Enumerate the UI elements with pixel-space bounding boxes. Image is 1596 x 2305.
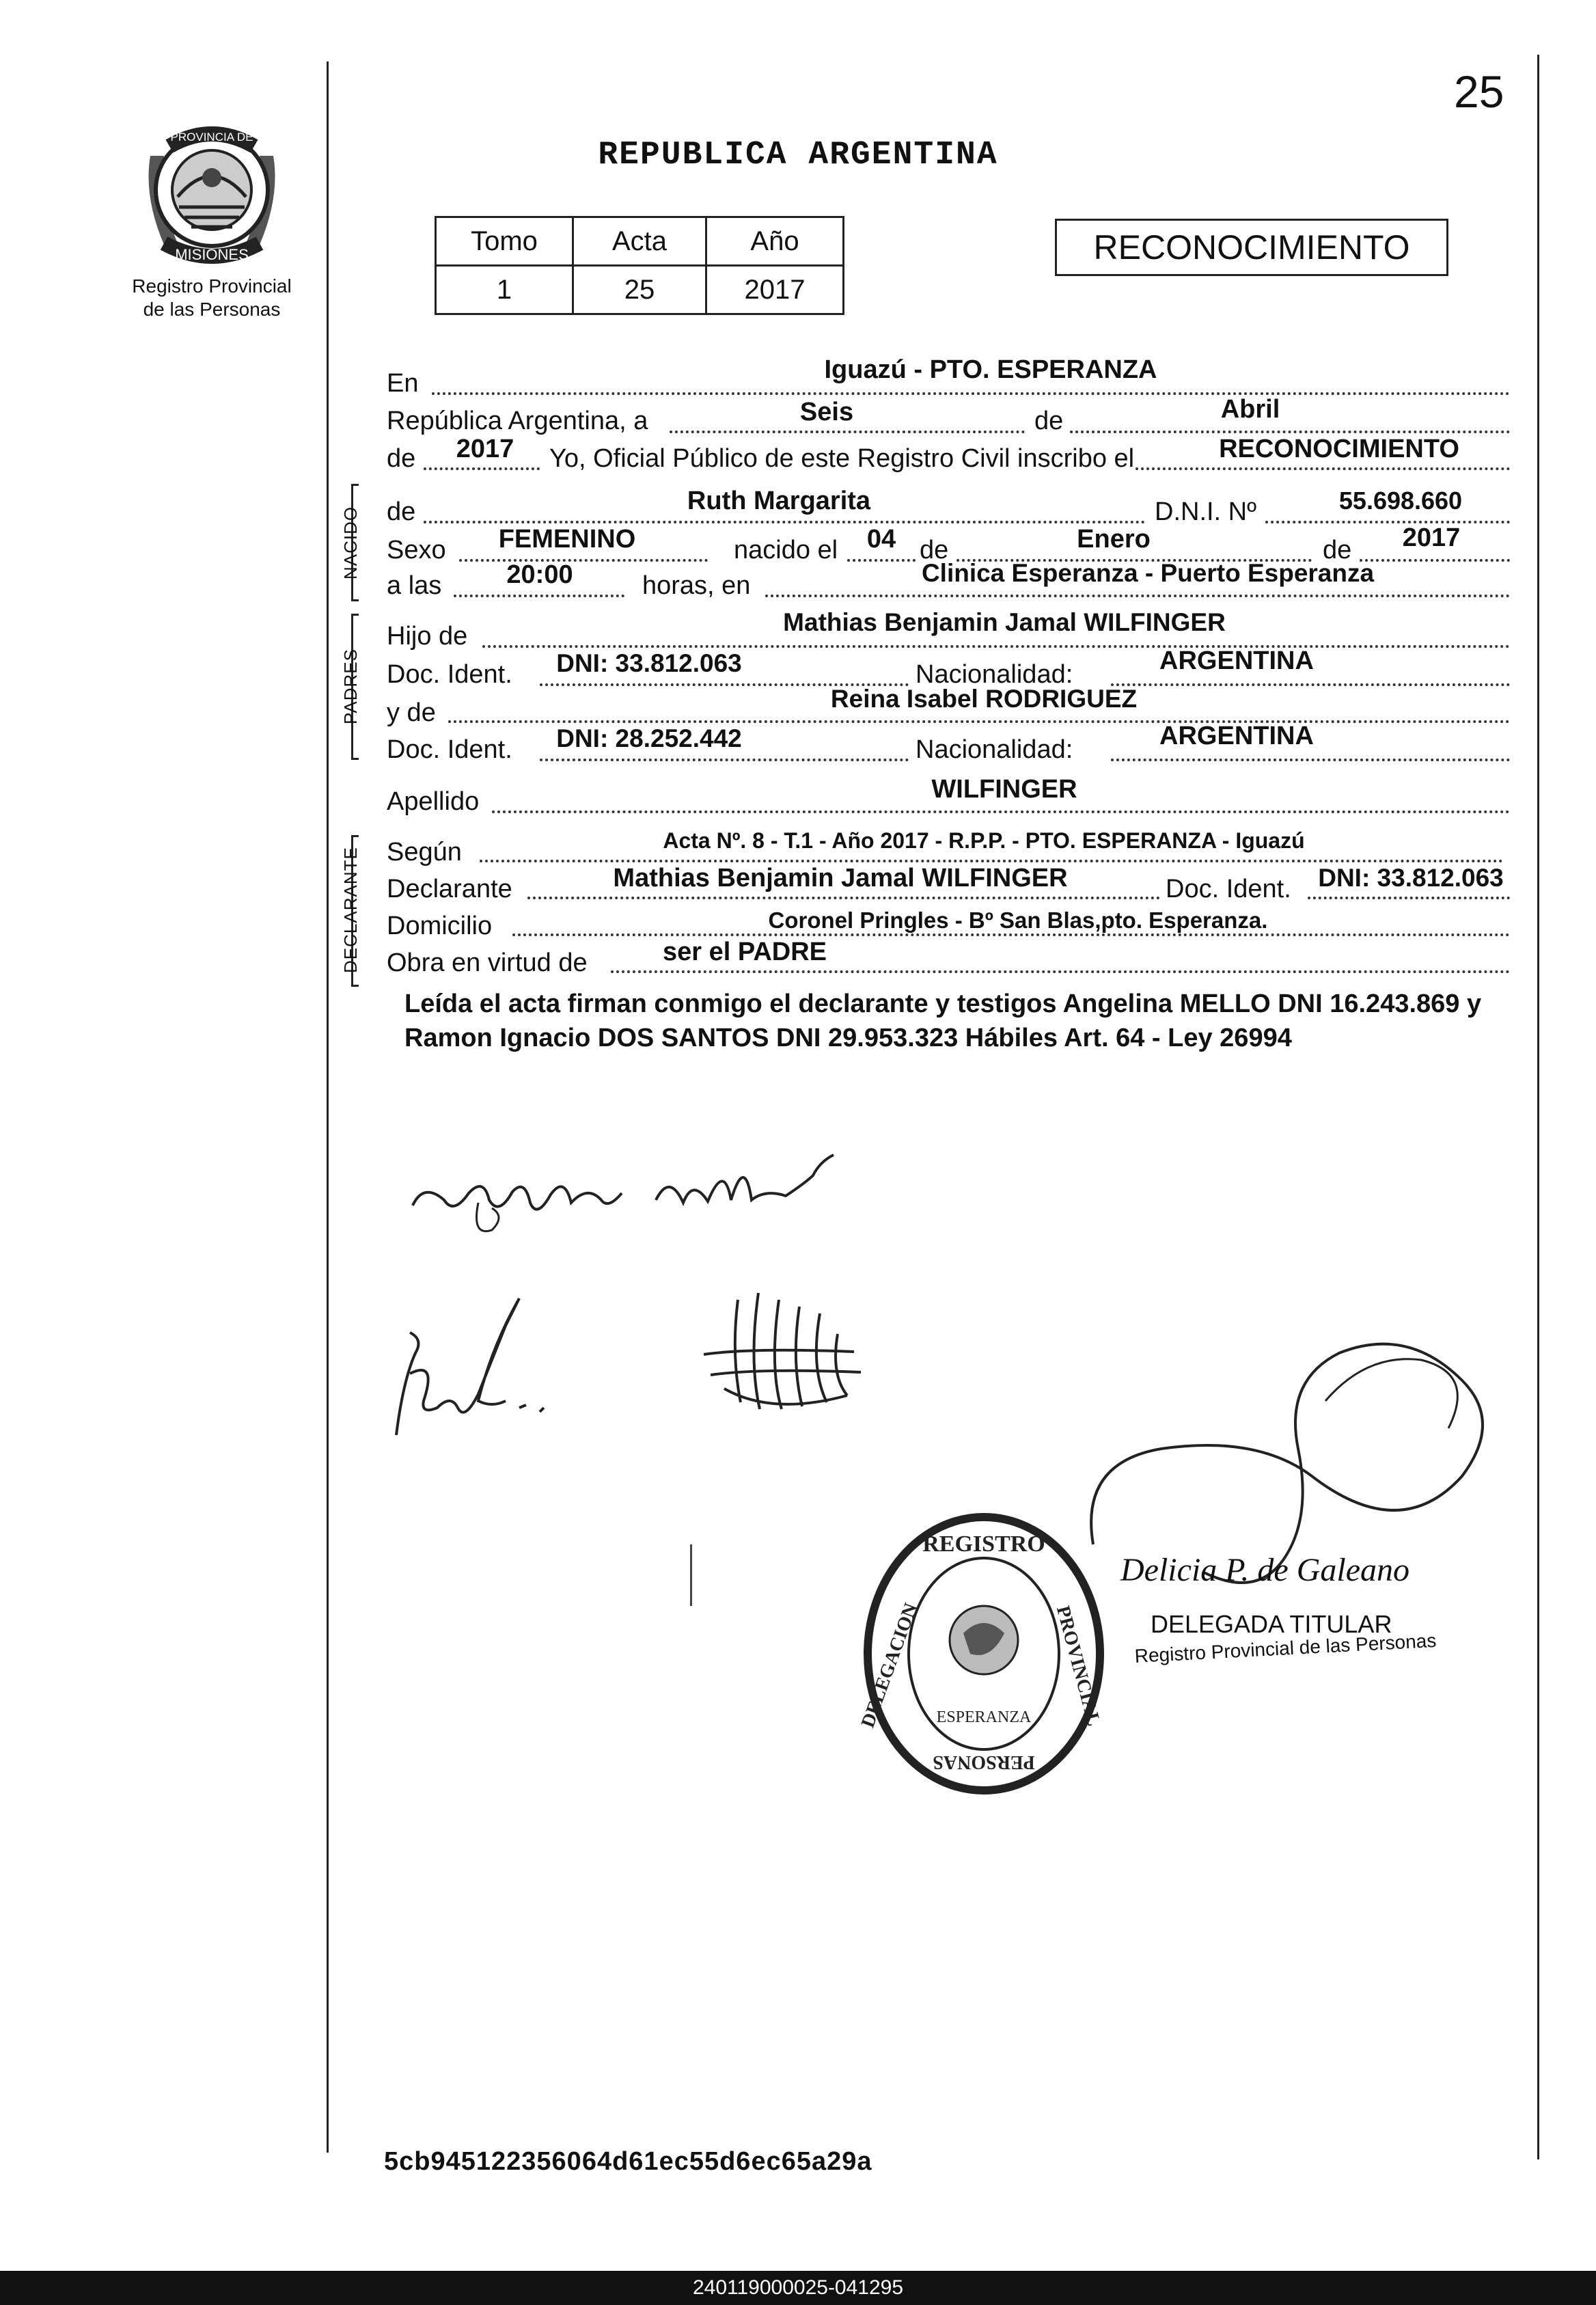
register-header-tomo: Tomo [436, 217, 573, 266]
label-domicilio: Domicilio [387, 912, 493, 940]
value-dni: 55.698.660 [1338, 487, 1463, 515]
dots-en [432, 392, 1510, 395]
label-horas-en: horas, en [642, 571, 751, 600]
register-value-row [436, 266, 844, 314]
value-padre-nac: ARGENTINA [1159, 646, 1314, 675]
label-doc-ident-declarante: Doc. Ident. [1166, 875, 1291, 903]
value-madre: Reina Isabel RODRIGUEZ [830, 685, 1138, 713]
value-padre-doc: DNI: 33.812.063 [556, 649, 742, 677]
value-segun: Acta Nº. 8 - T.1 - Año 2017 - R.P.P. - PTO. ESPERANZA - Iguazú [663, 828, 1305, 853]
dots-padre [482, 645, 1510, 648]
label-declarante: Declarante [387, 875, 512, 903]
svg-text:PROVINCIAL: PROVINCIAL [1051, 1603, 1105, 1728]
dots-obra [611, 970, 1510, 973]
label-y-de: y de [387, 698, 436, 727]
official-name: Delicia P. de Galeano [1120, 1552, 1410, 1588]
dots-apellido [492, 810, 1510, 813]
label-sexo: Sexo [387, 536, 446, 564]
svg-text:REGISTRO: REGISTRO [922, 1531, 1045, 1557]
dots-nombre [424, 521, 1145, 523]
footer-code-bar: 240119000025-041295 [0, 2271, 1596, 2305]
signature-ramon-dos-santos [383, 1271, 560, 1449]
register-table [435, 216, 844, 315]
label-a-las: a las [387, 571, 442, 600]
value-madre-doc: DNI: 28.252.442 [556, 724, 742, 752]
country-title-text: REPUBLICA ARGENTINA [598, 137, 998, 174]
label-apellido: Apellido [387, 787, 480, 816]
dots-anio [424, 467, 540, 470]
value-nombre: Ruth Margarita [687, 487, 871, 515]
label-dni: D.N.I. Nº [1155, 497, 1256, 526]
label-hijo-de: Hijo de [387, 622, 468, 651]
label-doc-ident-padre: Doc. Ident. [387, 660, 512, 689]
value-domicilio: Coronel Pringles - Bº San Blas,pto. Esperanza. [768, 908, 1268, 933]
value-acto: RECONOCIMIENTO [1219, 435, 1459, 463]
svg-text:DELEGACION: DELEGACION [857, 1600, 922, 1731]
seal-caption-line1: Registro Provincial [132, 275, 292, 297]
dots-hora [454, 595, 624, 597]
register-value-acta: 25 [573, 266, 706, 314]
dots-madre-nac [1111, 759, 1510, 761]
label-yo-oficial: Yo, Oficial Público de este Registro Civil inscribo el [549, 444, 1135, 473]
value-dia: Seis [799, 398, 854, 426]
witness-signature-mello [403, 1134, 854, 1244]
value-lugar-nac: Clinica Esperanza - Puerto Esperanza [921, 559, 1375, 587]
dots-segun [480, 860, 1503, 862]
closing-statement: Leída el acta firman conmigo el declarante y testigos Angelina MELLO DNI 16.243.869 y Ramon Ignacio DOS SANTOS DNI 29.953.323 Hábiles Art. 64 - Ley 26994 [404, 990, 1482, 1052]
seal-bottom-text: MISIONES [175, 246, 249, 263]
value-obra: ser el PADRE [662, 938, 827, 966]
register-value-tomo: 1 [436, 266, 573, 314]
label-en: En [387, 369, 419, 398]
value-anio: 2017 [456, 435, 514, 463]
value-declarante-doc: DNI: 33.812.063 [1318, 864, 1504, 892]
register-header-acta: Acta [573, 217, 706, 266]
seal-caption-line2: de las Personas [143, 299, 281, 320]
label-de-anio: de [387, 444, 416, 473]
value-padre: Mathias Benjamin Jamal WILFINGER [783, 608, 1226, 636]
side-label-declarante: DECLARANTE [340, 847, 361, 973]
label-de-nombre: de [387, 497, 416, 526]
label-nacido-el: nacido el [734, 536, 838, 564]
label-republica: República Argentina, a [387, 407, 648, 435]
value-declarante: Mathias Benjamin Jamal WILFINGER [613, 864, 1068, 892]
value-sexo: FEMENINO [498, 525, 636, 554]
register-header-row [436, 217, 844, 266]
record-type-box: RECONOCIMIENTO [1055, 219, 1448, 276]
page-number: 25 [1454, 66, 1504, 117]
value-nac-dia: 04 [866, 525, 896, 554]
value-mes: Abril [1220, 395, 1280, 424]
dots-domicilio [512, 933, 1510, 936]
vertical-mark [690, 1544, 692, 1606]
register-value-anio: 2017 [706, 266, 844, 314]
svg-text:ESPERANZA: ESPERANZA [936, 1708, 1032, 1726]
label-de-nac-anio: de [1323, 536, 1352, 564]
value-nac-anio: 2017 [1402, 523, 1461, 552]
svg-text:PERSONAS: PERSONAS [933, 1751, 1035, 1773]
value-nac-mes: Enero [1077, 525, 1151, 554]
label-doc-ident-madre: Doc. Ident. [387, 735, 512, 764]
official-org: Registro Provincial de las Personas [1134, 1629, 1437, 1667]
signature-declarante-wilfinger [690, 1272, 868, 1430]
value-hora: 20:00 [506, 560, 573, 589]
dots-declarante [527, 897, 1160, 899]
label-obra-en-virtud: Obra en virtud de [387, 949, 588, 977]
label-de-nac-mes: de [920, 536, 949, 564]
value-apellido: WILFINGER [931, 775, 1077, 804]
seal-caption [102, 275, 321, 321]
left-margin-rule [327, 62, 329, 2153]
value-madre-nac: ARGENTINA [1159, 722, 1314, 750]
dots-declarante-doc [1308, 897, 1510, 899]
dots-acto [1136, 467, 1510, 470]
official-title: DELEGADA TITULAR [1151, 1610, 1392, 1638]
register-header-anio: Año [706, 217, 844, 266]
dots-dia [670, 431, 1025, 433]
value-lugar: Iguazú - PTO. ESPERANZA [824, 355, 1157, 384]
right-margin-rule [1537, 55, 1539, 2159]
seal-top-text: PROVINCIA DE [170, 131, 253, 144]
label-nacionalidad-madre: Nacionalidad: [916, 735, 1073, 764]
document-hash: 5cb945122356064d61ec55d6ec65a29a [384, 2147, 872, 2176]
delegacion-round-stamp [854, 1497, 1114, 1797]
dots-mes [1070, 431, 1510, 433]
label-segun: Según [387, 838, 462, 867]
label-nacionalidad-padre: Nacionalidad: [916, 660, 1073, 689]
label-de-mes: de [1034, 407, 1064, 435]
side-label-padres: PADRES [340, 649, 361, 724]
dots-lugar-nac [765, 595, 1510, 597]
side-label-nacido: NACIDO [340, 506, 361, 579]
dots-madre-doc [540, 759, 909, 761]
country-title [0, 137, 1596, 174]
